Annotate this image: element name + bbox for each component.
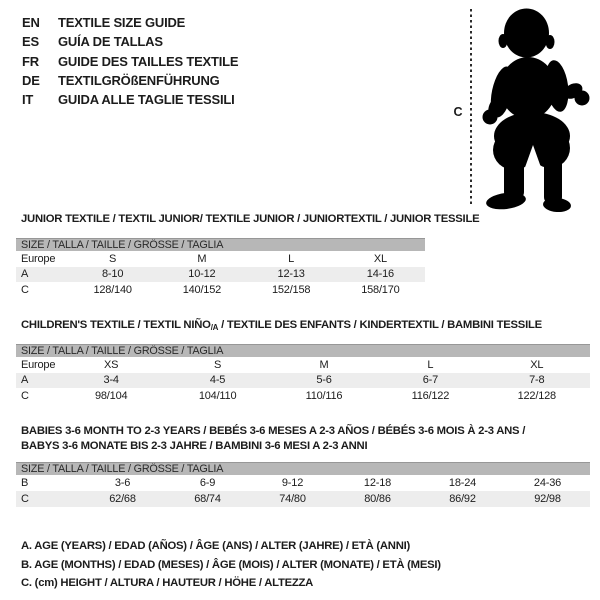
table-cell: 122/128 xyxy=(517,389,556,402)
table-cell: 3-6 xyxy=(114,477,131,489)
table-row xyxy=(16,388,590,404)
babies-table xyxy=(16,462,590,507)
row-label: Europe xyxy=(21,358,56,371)
language-row xyxy=(22,13,238,32)
language-code: FR xyxy=(22,53,39,69)
language-code: IT xyxy=(22,92,34,108)
height-measure-line xyxy=(470,9,472,207)
size-header-bar: SIZE / TALLA / TAILLE / GRÖSSE / TAGLIA xyxy=(16,462,590,475)
babies-title-line2: BABYS 3-6 MONATE BIS 2-3 JAHRE / BAMBINI 3-6 MESI A 2-3 ANNI xyxy=(21,439,368,452)
table-cell: 128/140 xyxy=(93,283,132,296)
table-cell: 12-18 xyxy=(363,477,392,489)
language-code: EN xyxy=(22,15,40,31)
table-cell: 12-13 xyxy=(277,268,305,281)
table-cell: 4-5 xyxy=(209,374,226,387)
table-cell: 6-7 xyxy=(422,374,439,387)
table-cell: 14-16 xyxy=(366,268,394,281)
height-measure-label: C xyxy=(453,105,463,119)
table-cell: 18-24 xyxy=(448,477,477,489)
children-section-title xyxy=(21,318,542,336)
language-code: ES xyxy=(22,34,39,50)
row-label: B xyxy=(21,477,29,489)
column-header: XL xyxy=(373,252,387,265)
table-cell: 7-8 xyxy=(529,374,545,387)
table-cell: 68/74 xyxy=(194,493,221,505)
table-row xyxy=(16,373,590,389)
table-cell: 6-9 xyxy=(199,477,216,489)
table-cell: 98/104 xyxy=(94,389,128,402)
table-cell: 10-12 xyxy=(188,268,216,281)
language-label: TEXTILGRÖßENFÜHRUNG xyxy=(58,73,220,89)
row-label: C xyxy=(21,283,29,296)
table-row xyxy=(16,251,425,267)
language-label: TEXTILE SIZE GUIDE xyxy=(58,15,186,31)
junior-section-title: JUNIOR TEXTILE / TEXTIL JUNIOR/ TEXTILE JUNIOR / JUNIORTEXTIL / JUNIOR TESSILE xyxy=(21,213,480,225)
table-row xyxy=(16,282,425,298)
row-label: Europe xyxy=(21,252,56,265)
table-cell: 110/116 xyxy=(305,389,343,402)
language-code: DE xyxy=(22,73,40,89)
table-cell: 80/86 xyxy=(364,493,391,505)
column-header: XS xyxy=(104,358,119,371)
babies-section-title xyxy=(21,424,525,453)
table-cell: 5-6 xyxy=(316,374,332,387)
table-cell: 152/158 xyxy=(271,283,311,296)
legend-line-b: B. AGE (MONTHS) / EDAD (MESES) / ÂGE (MOIS) / ALTER (MONATE) / ETÀ (MESI) xyxy=(21,558,441,571)
column-header: XL xyxy=(530,358,544,371)
language-header xyxy=(22,13,238,109)
language-label: GUIDA ALLE TAGLIE TESSILI xyxy=(58,92,235,108)
table-row xyxy=(16,357,590,373)
children-title-text: CHILDREN'S TEXTILE / TEXTIL NIÑO xyxy=(21,319,211,331)
row-label: A xyxy=(21,268,29,281)
table-cell: 9-12 xyxy=(281,477,304,489)
column-header: M xyxy=(319,358,329,371)
column-header: S xyxy=(214,358,222,371)
table-cell: 74/80 xyxy=(279,493,306,505)
size-header-bar: SIZE / TALLA / TAILLE / GRÖSSE / TAGLIA xyxy=(16,238,425,251)
table-cell: 116/122 xyxy=(411,389,450,402)
table-cell: 24-36 xyxy=(533,477,562,489)
table-cell: 158/170 xyxy=(361,283,400,296)
junior-table xyxy=(16,238,425,298)
legend-line-c: C. (cm) HEIGHT / ALTURA / HAUTEUR / HÖHE / ALTEZZA xyxy=(21,577,314,590)
row-label: C xyxy=(21,389,29,402)
table-cell: 104/110 xyxy=(198,389,237,402)
language-label: GUIDE DES TAILLES TEXTILE xyxy=(58,53,239,69)
language-row xyxy=(22,52,238,71)
table-cell: 92/98 xyxy=(534,493,561,505)
size-header-bar: SIZE / TALLA / TAILLE / GRÖSSE / TAGLIA xyxy=(16,344,590,357)
children-table xyxy=(16,344,590,404)
row-label: A xyxy=(21,374,29,387)
babies-title-line1: BABIES 3-6 MONTH TO 2-3 YEARS / BEBÉS 3-6 MESES A 2-3 AÑOS / BÉBÉS 3-6 MOIS À 2-3 ANS / xyxy=(21,425,526,437)
legend-line-a: A. AGE (YEARS) / EDAD (AÑOS) / ÂGE (ANS) / ALTER (JAHRE) / ETÀ (ANNI) xyxy=(21,540,411,552)
row-label: C xyxy=(21,493,29,505)
table-row xyxy=(16,267,425,283)
column-header: L xyxy=(427,358,434,371)
table-cell: 140/152 xyxy=(182,283,222,296)
column-header: L xyxy=(288,252,295,265)
table-row xyxy=(16,475,590,491)
children-title-text: / TEXTILE DES ENFANTS / KINDERTEXTIL / BAMBINI TESSILE xyxy=(218,319,542,331)
column-header: M xyxy=(197,252,207,265)
language-label: GUÍA DE TALLAS xyxy=(58,34,163,50)
language-row xyxy=(22,71,238,90)
baby-silhouette-icon xyxy=(478,4,593,216)
language-row xyxy=(22,32,238,51)
language-row xyxy=(22,90,238,109)
size-legend xyxy=(21,537,441,593)
children-title-subscript: /A xyxy=(210,323,219,332)
table-cell: 8-10 xyxy=(102,268,124,281)
table-cell: 62/68 xyxy=(109,493,136,505)
table-row xyxy=(16,491,590,507)
table-cell: 86/92 xyxy=(449,493,476,505)
column-header: S xyxy=(109,252,117,265)
table-cell: 3-4 xyxy=(103,374,119,387)
